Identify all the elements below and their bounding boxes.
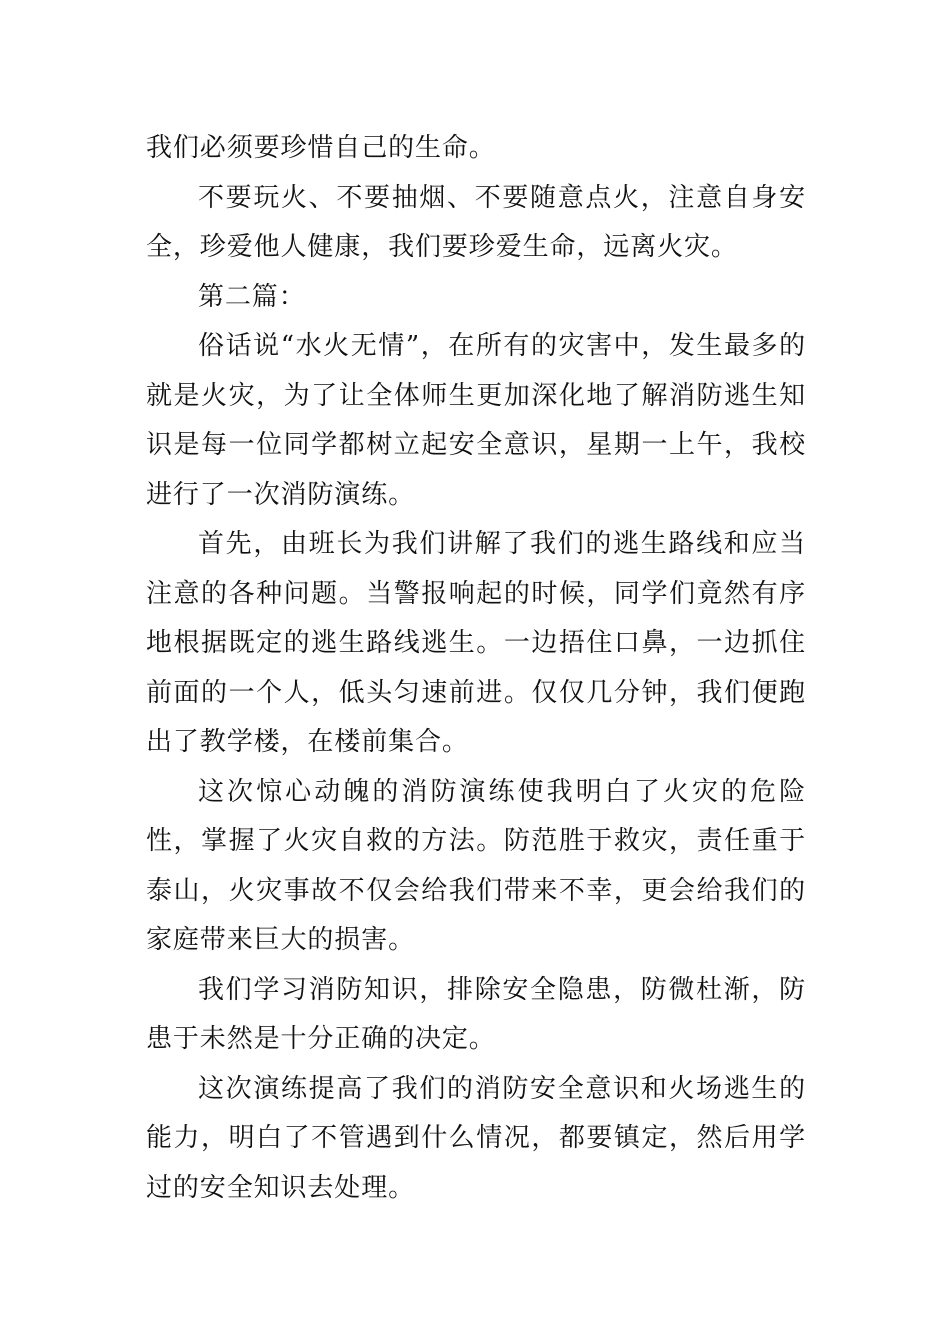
paragraph-4: 首先，由班长为我们讲解了我们的逃生路线和应当注意的各种问题。当警报响起的时候，同学们竟然有序地根据既定的逃生路线逃生。一边捂住口鼻，一边抓住前面的一个人，低头匀速前进。仅仅几分钟，我们便跑出了教学楼，在楼前集合。 [146,529,806,757]
paragraph-1: 我们必须要珍惜自己的生命。 [146,133,496,163]
paragraph-6: 我们学习消防知识，排除安全隐患，防微杜渐，防患于未然是十分正确的决定。 [146,974,806,1054]
paragraph-5: 这次惊心动魄的消防演练使我明白了火灾的危险性，掌握了火灾自救的方法。防范胜于救灾，责任重于泰山，火灾事故不仅会给我们带来不幸，更会给我们的家庭带来巨大的损害。 [146,776,806,955]
paragraph-7: 这次演练提高了我们的消防安全意识和火场逃生的能力，明白了不管遇到什么情况，都要镇定，然后用学过的安全知识去处理。 [146,1073,806,1203]
paragraph-3: 俗话说“水火无情”，在所有的灾害中，发生最多的就是火灾，为了让全体师生更加深化地了解消防逃生知识是每一位同学都树立起安全意识，星期一上午，我校进行了一次消防演练。 [146,331,806,510]
section-heading: 第二篇： [198,281,306,312]
document-body [146,124,806,1213]
paragraph-2: 不要玩火、不要抽烟、不要随意点火，注意自身安全，珍爱他人健康，我们要珍爱生命，远离火灾。 [146,182,806,262]
